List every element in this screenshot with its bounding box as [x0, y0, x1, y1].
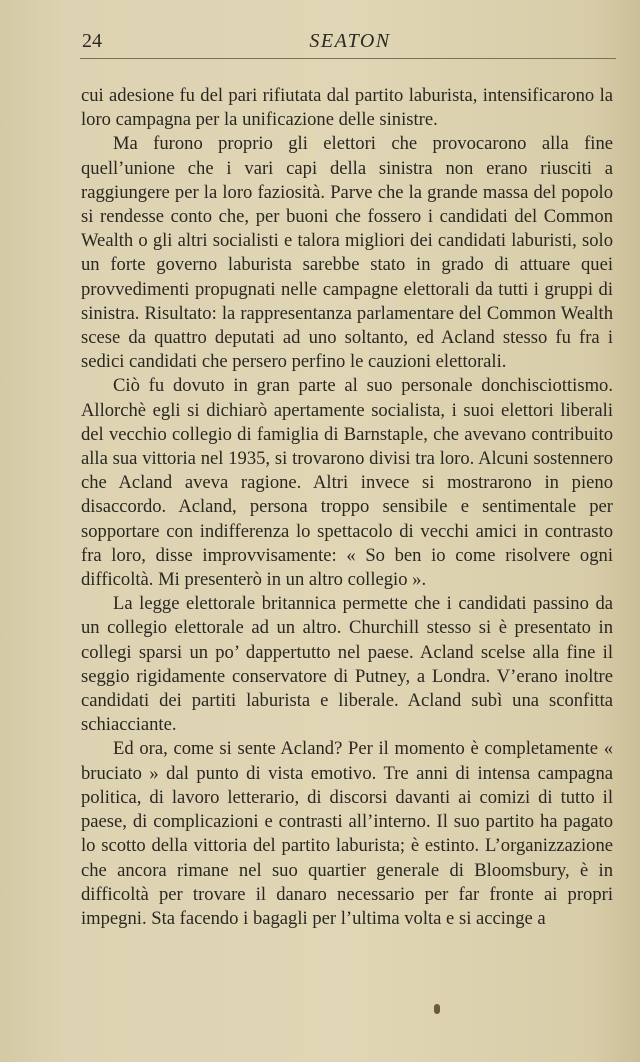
ink-blot-mark: [434, 1004, 440, 1014]
paragraph: Ciò fu dovuto in gran parte al suo personale donchisciottismo. Allorchè egli si dichiarò apertamente socialista, i suoi elettori liberali del vecchio collegio di famiglia di Barnstaple, che avevano contribuito alla sua vittoria nel 1935, si trovarono divisi tra loro. Alcuni sostennero che Acland aveva ragione. Altri invece si mostrarono in pieno disaccordo. Acland, persona troppo sensibile e sentimentale per sopportare con indifferenza lo spettacolo di vecchi amici in contrasto fra loro, disse improvvisamente: « So ben io come risolvere ogni difficoltà. Mi presenterò in un altro collegio ».: [81, 375, 613, 591]
running-title: SEATON: [309, 30, 391, 52]
page-header: [82, 30, 618, 58]
paragraph: Ed ora, come si sente Acland? Per il momento è completamente « bruciato » dal punto di vista emotivo. Tre anni di intensa campagna politica, di lavoro letterario, di discorsi davanti ai comizi di tutto il paese, di complicazioni e contrasti all’interno. Il suo partito ha pagato lo scotto della vittoria del partito laburista; è estinto. L’organizzazione che ancora rimane nel suo quartier generale di Bloomsbury, è in difficoltà per trovare il danaro necessario per far fronte ai propri impegni. Sta facendo i bagagli per l’ultima volta e si accinge a: [81, 738, 613, 929]
paragraph: cui adesione fu del pari rifiutata dal partito laburista, intensificarono la loro campagna per la unificazione delle sinistre.: [81, 85, 613, 131]
paragraph: Ma furono proprio gli elettori che provocarono alla fine quell’unione che i vari capi della sinistra non erano riusciti a raggiungere per la loro faziosità. Parve che la grande massa del popolo si rendesse conto che, per buoni che fossero i candidati del Common Wealth o gli altri socialisti e talora migliori dei candidati laburisti, solo un forte governo laburista sarebbe stato in grado di attuare quei provvedimenti propugnati nelle campagne elettorali da tutti i gruppi di sinistra. Risultato: la rappresentanza parlamentare del Common Wealth scese da quattro deputati ad uno soltanto, ed Acland stesso fu fra i sedici candidati che persero perfino le cauzioni elettorali.: [81, 133, 613, 373]
body-text: [81, 84, 613, 931]
header-rule: [80, 58, 616, 59]
paragraph: La legge elettorale britannica permette che i candidati passino da un collegio elettorale ad un altro. Churchill stesso si è presentato in collegi sparsi un po’ dappertutto nel paese. Acland scelse alla fine il seggio rigidamente conservatore di Putney, a Londra. V’erano inoltre candidati dei partiti laburista e liberale. Acland subì una sconfitta schiacciante.: [81, 593, 613, 736]
page-number: 24: [82, 30, 102, 52]
